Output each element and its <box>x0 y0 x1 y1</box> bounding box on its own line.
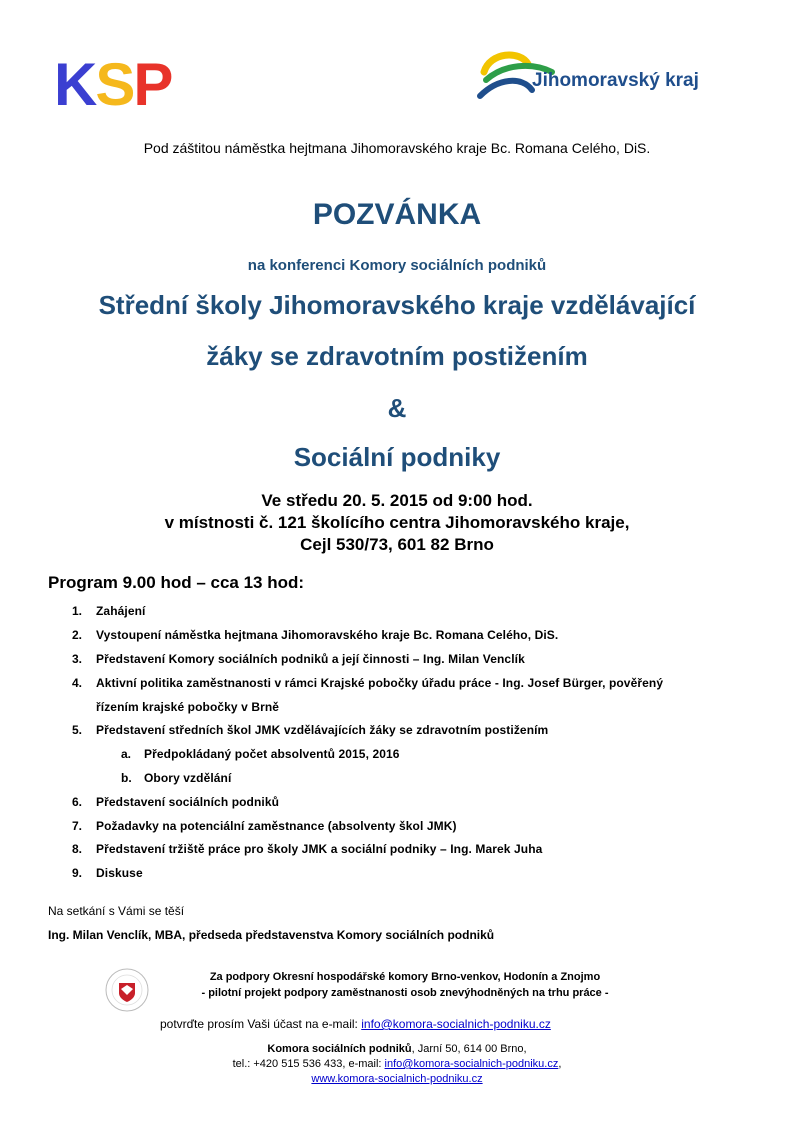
program-item-number: 8. <box>72 842 83 856</box>
program-item: Aktivní politika zaměstnanosti v rámci Krajské pobočky úřadu práce - Ing. Josef Bürger, pověřený <box>96 676 664 690</box>
ksp-logo-letter-k: K <box>54 51 96 118</box>
organization-name: Komora sociálních podniků <box>267 1043 412 1055</box>
program-item: Představení středních škol JMK vzdělávajících žáky se zdravotním postižením <box>96 723 549 737</box>
program-item-number: 1. <box>72 604 83 618</box>
rsvp-email-link[interactable]: info@komora-socialnich-podniku.cz <box>361 1017 551 1031</box>
rsvp-line <box>160 1017 551 1031</box>
program-subitem: Předpokládaný počet absolventů 2015, 2016 <box>144 747 400 761</box>
event-address: Cejl 530/73, 601 82 Brno <box>300 535 494 554</box>
closing-greeting: Na setkání s Vámi se těší <box>48 904 185 918</box>
program-subitem: Obory vzdělání <box>144 771 232 785</box>
contact-text: tel.: +420 515 536 433, e-mail: <box>232 1058 385 1070</box>
signature: Ing. Milan Venclík, MBA, předseda představenstva Komory sociálních podniků <box>48 928 495 942</box>
organization-address: , Jarní 50, 614 00 Brno, <box>411 1043 527 1055</box>
contact-email-link[interactable]: info@komora-socialnich-podniku.cz <box>384 1058 559 1070</box>
support-line-2: - pilotní projekt podpory zaměstnanosti osob znevýhodněných na trhu práce - <box>201 987 609 999</box>
patronage-line: Pod záštitou náměstka hejtmana Jihomoravského kraje Bc. Romana Celého, DiS. <box>143 140 651 156</box>
support-line-1: Za podpory Okresní hospodářské komory Brno-venkov, Hodonín a Znojmo <box>209 971 601 983</box>
conference-subtitle: na konferenci Komory sociálních podniků <box>247 257 547 274</box>
topic-line-1: Střední školy Jihomoravského kraje vzdělávající <box>98 290 696 320</box>
program-item: Představení Komory sociálních podniků a její činnosti – Ing. Milan Venclík <box>96 652 525 666</box>
rsvp-text: potvrďte prosím Vaši účast na e-mail: <box>160 1017 362 1031</box>
ksp-logo <box>54 51 199 118</box>
topic-line-2: žáky se zdravotním postižením <box>206 341 588 371</box>
program-item-number: 5. <box>72 723 83 737</box>
chamber-seal-icon <box>104 967 150 1013</box>
program-item: Diskuse <box>96 866 143 880</box>
program-subitem-letter: a. <box>121 747 132 761</box>
event-room: v místnosti č. 121 školícího centra Jihomoravského kraje, <box>164 513 630 532</box>
program-item-number: 3. <box>72 652 83 666</box>
event-date: Ve středu 20. 5. 2015 od 9:00 hod. <box>261 491 533 510</box>
program-item: Představení sociálních podniků <box>96 795 280 809</box>
program-item-number: 9. <box>72 866 83 880</box>
program-item-number: 2. <box>72 628 83 642</box>
program-item-number: 7. <box>72 819 83 833</box>
topic-line-3: Sociální podniky <box>293 442 501 472</box>
ksp-logo-letter-p: P <box>133 51 172 118</box>
program-item: Zahájení <box>96 604 146 618</box>
jmk-logo-name: Jihomoravský kraj <box>532 70 699 91</box>
website-link[interactable]: www.komora-socialnich-podniku.cz <box>311 1073 483 1085</box>
program-item: Představení tržiště práce pro školy JMK a sociální podniky – Ing. Marek Juha <box>96 842 543 856</box>
program-item: Vystoupení náměstka hejtmana Jihomoravského kraje Bc. Romana Celého, DiS. <box>96 628 559 642</box>
program-item-number: 6. <box>72 795 83 809</box>
contact-line <box>0 1058 794 1070</box>
program-subitem-letter: b. <box>121 771 132 785</box>
program-item: Požadavky na potenciální zaměstnance (absolventy škol JMK) <box>96 819 457 833</box>
ksp-logo-letter-s: S <box>95 51 134 118</box>
contact-trail: , <box>558 1058 562 1070</box>
program-item-number: 4. <box>72 676 83 690</box>
topic-ampersand: & <box>387 393 407 423</box>
program-heading: Program 9.00 hod – cca 13 hod: <box>48 573 305 592</box>
invitation-title: POZVÁNKA <box>312 198 482 231</box>
website-line <box>0 1073 794 1085</box>
organization-line <box>0 1043 794 1055</box>
program-item-continuation: řízením krajské pobočky v Brně <box>96 700 280 714</box>
